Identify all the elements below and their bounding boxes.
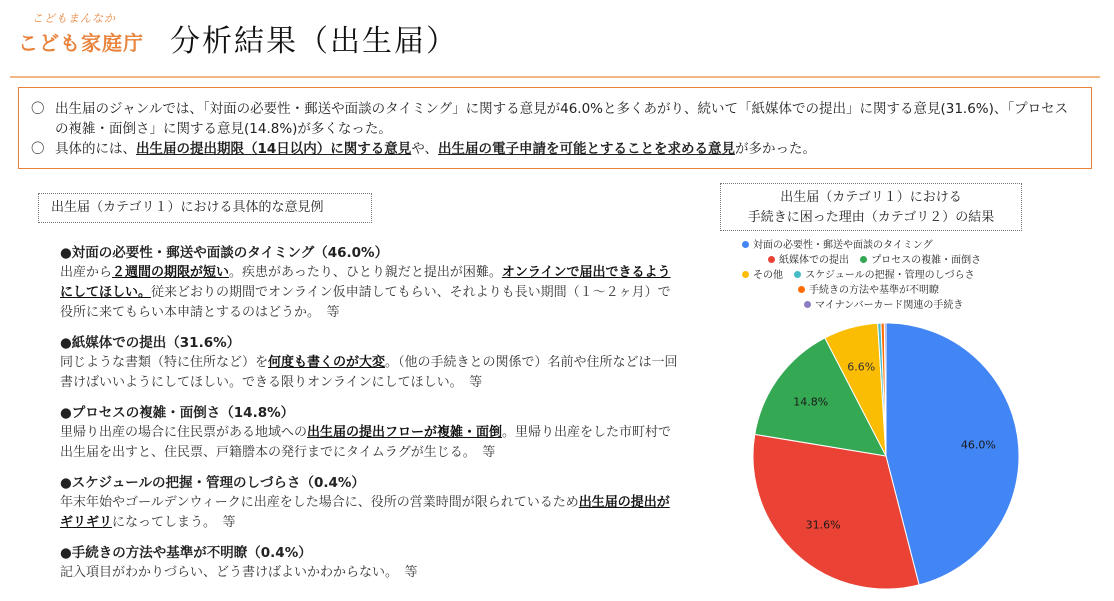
logo-tagline: こどもまんなか [32,12,116,25]
opinion-text [60,263,682,323]
legend-item [768,253,849,268]
opinion-item [60,543,682,583]
logo [18,10,148,60]
opinion-text-part: 。（他の手続きとの関係で）名前や住所などは一回書けばいいようにしてほしい。できる限りオンラインにしてほしい。 等 [60,355,678,390]
legend-label: マイナンバーカード関連の手続き [815,300,964,311]
opinion-text-part: 同じような書類（特に住所など）を [60,355,269,370]
legend-row [742,253,1082,268]
opinion-text [60,423,682,463]
legend-row [742,298,1082,313]
pie-data-label-3: 6.6% [847,360,876,374]
legend-swatch [794,271,801,278]
legend-swatch [798,286,805,293]
opinion-heading: ●スケジュールの把握・管理のしづらさ（0.4%） [60,475,365,491]
summary-line-2 [31,139,1079,159]
legend-item [860,253,981,268]
legend-swatch [768,256,775,263]
opinion-text-part: 出産から [60,265,113,280]
opinion-item [60,243,682,323]
legend-swatch [860,256,867,263]
summary-bullet: 〇 [31,101,45,117]
chart-title-line-1: 出生届（カテゴリ１）における [780,190,962,205]
opinion-emphasis: オンラインで届出できるようにしてほしい。 [60,265,671,300]
legend-label: その他 [753,270,783,281]
opinion-text [60,493,682,533]
opinion-text [60,353,682,393]
pie-data-label-1: 31.6% [805,518,841,532]
opinion-heading: ●対面の必要性・郵送や面談のタイミング（46.0%） [60,245,389,261]
legend-label: プロセスの複雑・面倒さ [871,255,982,266]
opinion-text-part: 。疾患があったり、ひとり親だと提出が困難。 [229,265,502,280]
summary-emphasis-deadline: 出生届の提出期限（14日以内）に関する意見 [136,141,412,157]
page-title: 分析結果（出生届） [170,24,458,59]
opinion-text-part: 年末年始やゴールデンウィークに出産をした場合に、役所の営業時間が限られているため [60,495,579,510]
summary-bullet: 〇 [31,141,45,157]
opinion-item [60,333,682,393]
pie-data-label-0: 46.0% [960,438,996,452]
legend-row [742,238,1082,253]
opinion-text-part: 記入項目がわかりづらい、どう書けばよいかわからない。 等 [60,565,418,580]
summary-box [18,87,1092,169]
legend-swatch [804,301,811,308]
opinion-text [60,563,682,583]
opinion-text-part: 。里帰り出産をした市町村で出生届を出すと、住民票、戸籍謄本の発行までにタイムラグが生じる。 等 [60,425,672,460]
opinion-section-label: 出生届（カテゴリ１）における具体的な意見例 [38,193,372,223]
opinion-emphasis: 出生届の提出がギリギリ [60,495,670,530]
legend-swatch [742,241,749,248]
chart-legend [742,238,1082,313]
opinion-heading: ●プロセスの複雑・面倒さ（14.8%） [60,405,295,421]
summary-text-2a: 具体的には、 [55,141,136,157]
legend-item [742,268,783,283]
legend-label: 紙媒体での提出 [779,255,849,266]
chart-title-line-2: 手続きに困った理由（カテゴリ２）の結果 [747,210,995,225]
legend-item [794,268,974,283]
opinion-list [60,243,682,593]
summary-text-2e: が多かった。 [735,141,817,157]
opinion-item [60,403,682,463]
logo-wordmark: こども家庭庁 [18,31,144,55]
opinion-item [60,473,682,533]
chart-title [720,183,1022,231]
summary-line-1 [31,99,1079,139]
opinion-text-part: 従来どおりの期間でオンライン仮申請してもらい、それよりも長い期間（１～２ヶ月）で役所に来てもらい本申請とするのはどうか。 等 [60,285,671,320]
summary-text-2c: や、 [411,141,439,157]
legend-item [804,298,963,313]
summary-emphasis-e-application: 出生届の電子申請を可能とすることを求める意見 [438,141,736,157]
opinion-heading: ●手続きの方法や基準が不明瞭（0.4%） [60,545,312,561]
opinion-heading: ●紙媒体での提出（31.6%） [60,335,241,351]
legend-row [742,268,1082,283]
pie-data-label-2: 14.8% [793,395,829,409]
opinion-emphasis: 出生届の提出フローが複雑・面倒 [307,425,503,440]
legend-row [742,283,1082,298]
pie-chart [748,322,1024,590]
legend-swatch [742,271,749,278]
opinion-emphasis: ２週間の期限が短い [112,265,230,280]
opinion-text-part: になってしまう。 等 [112,515,236,530]
legend-label: スケジュールの把握・管理のしづらさ [805,270,975,281]
opinion-text-part: 里帰り出産の場合に住民票がある地域への [60,425,308,440]
summary-text-1: 出生届のジャンルでは、「対面の必要性・郵送や面談のタイミング」に関する意見が46.0%と多くあがり、続いて「紙媒体での提出」に関する意見(31.6%)、「プロセスの複雑・面倒さ」に関する意見(14.8%)が多くなった。 [55,101,1069,137]
legend-label: 手続きの方法や基準が不明瞭 [809,285,939,296]
opinion-emphasis: 何度も書くのが大変 [268,355,386,370]
legend-label: 対面の必要性・郵送や面談のタイミング [753,240,933,251]
legend-item [798,283,939,298]
legend-item [742,238,933,253]
title-divider [10,76,1100,78]
